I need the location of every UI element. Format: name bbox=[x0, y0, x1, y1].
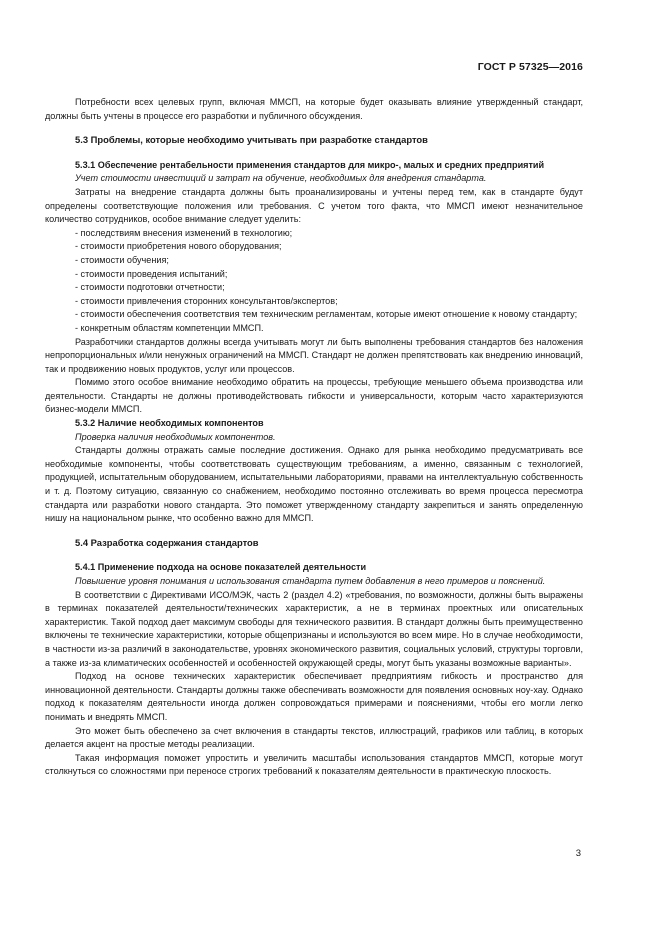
list-item: - последствиям внесения изменений в технологию; bbox=[75, 227, 293, 238]
cost-list bbox=[45, 227, 583, 336]
section-5-4-paragraph-2: Подход на основе технических характеристик обеспечивает предприятиям гибкость и пространство для инновационной деятельности. Стандарты должны также обеспечивать возможности для появления основных ноу-хау. Однако подход к показателям деятельности иногда должен сопровождаться примерами и пояснениями, чтобы его могли легко понимать и внедрять ММСП. bbox=[45, 671, 583, 722]
section-5-4-1-italic: Повышение уровня понимания и использования стандарта путем добавления в него примеров и пояснений. bbox=[75, 576, 546, 586]
section-5-3-2-heading: 5.3.2 Наличие необходимых компонентов bbox=[75, 418, 264, 429]
page-number: 3 bbox=[575, 848, 581, 859]
list-item: - стоимости проведения испытаний; bbox=[75, 268, 228, 279]
section-5-3-1-paragraph-1: Затраты на внедрение стандарта должны быть проанализированы и учтены перед тем, как в стандарте будут определены соответствующие положения или требования. С учетом того факта, что ММСП имеют незначительное количество сотрудников, особое внимание следует уделить: bbox=[45, 186, 583, 225]
section-5-3-1-paragraph-3: Помимо этого особое внимание необходимо обратить на процессы, требующие меньшего объема производства или деятельности. Стандарты не должны противодействовать гибкости и универсальности, которым часто характеризуются бизнес-модели ММСП. bbox=[45, 377, 583, 415]
list-item: - стоимости подготовки отчетности; bbox=[75, 282, 225, 293]
list-item: - стоимости привлечения сторонних консультантов/экспертов; bbox=[75, 295, 338, 306]
section-5-4-1-paragraph-1: В соответствии с Директивами ИСО/МЭК, часть 2 (раздел 4.2) «требования, по возможности, должны быть выражены в терминах показателей деятельности/технических характеристик, а не в терминах проектных или описательных характеристик. Такой подход дает максимум свободы для технического развития. В стандарт должны быть преимущественно включены те технические характеристики, которые общепризнаны и используются во всем мире. Но в случае необходимости, в частности из-за различий в законодательстве, уровнях экономического развития, социальных условий, структуры торговли, а также из-за климатических особенностей и особенностей окружающей среды, могут быть указаны возможные варианты». bbox=[45, 589, 583, 668]
list-item: - стоимости обучения; bbox=[75, 254, 169, 265]
document-body bbox=[45, 96, 583, 779]
section-5-4-paragraph-3: Это может быть обеспечено за счет включения в стандарты текстов, иллюстраций, графиков или таблиц, в которых делается акцент на простые методы реализации. bbox=[45, 725, 583, 750]
section-5-4-1-heading: 5.4.1 Применение подхода на основе показателей деятельности bbox=[75, 562, 367, 573]
section-5-3-1-paragraph-2: Разработчики стандартов должны всегда учитывать могут ли быть выполнены требования стандартов без наложения непропорциональных и/или ненужных ограничений на ММСП. Стандарт не должен препятствовать как внедрению инноваций, так и продвижению новых продуктов, услуг или процессов. bbox=[45, 336, 583, 374]
list-item: - стоимости приобретения нового оборудования; bbox=[75, 241, 282, 252]
section-5-3-2-italic: Проверка наличия необходимых компонентов. bbox=[75, 431, 276, 442]
section-5-3-heading: 5.3 Проблемы, которые необходимо учитывать при разработке стандартов bbox=[75, 134, 428, 146]
list-item: - стоимости обеспечения соответствия тем техническим регламентам, которые имеют отношение к новому стандарту; bbox=[75, 309, 578, 320]
section-5-3-2-paragraph-1: Стандарты должны отражать самые последние достижения. Однако для рынка необходимо предусматривать все необходимые компоненты, чтобы соответствовать существующим требованиям, а именно, связанным с технологией, продукцией, испытательным оборудованием, испытательными лабораториями, правами на интеллектуальную собственность и т. д. Поэтому ситуацию, связанную со снабжением, необходимо постоянно отслеживать во время процесса пересмотра стандарта или разработки нового стандарта. Это поможет утвержденному стандарту закрепиться и занять определенную нишу на национальном рынке, что особенно важно для ММСП. bbox=[45, 445, 583, 524]
section-5-4-paragraph-4: Такая информация поможет упростить и увеличить масштабы использования стандартов ММСП, которые могут столкнуться со сложностями при переносе строгих требований к показателям деятельности в практическую плоскость. bbox=[45, 752, 583, 777]
intro-paragraph: Потребности всех целевых групп, включая ММСП, на которые будет оказывать влияние утвержденный стандарт, должны быть учтены в процессе его разработки и публичного обсуждения. bbox=[45, 97, 583, 121]
section-5-3-1-italic: Учет стоимости инвестиций и затрат на обучение, необходимых для внедрения стандарта. bbox=[75, 173, 487, 184]
list-item: - конкретным областям компетенции ММСП. bbox=[75, 322, 264, 333]
standard-code-header: ГОСТ Р 57325—2016 bbox=[477, 61, 583, 73]
section-5-4-heading: 5.4 Разработка содержания стандартов bbox=[75, 536, 259, 548]
section-5-3-1-heading: 5.3.1 Обеспечение рентабельности применения стандартов для микро-, малых и средних предприятий bbox=[75, 159, 545, 170]
